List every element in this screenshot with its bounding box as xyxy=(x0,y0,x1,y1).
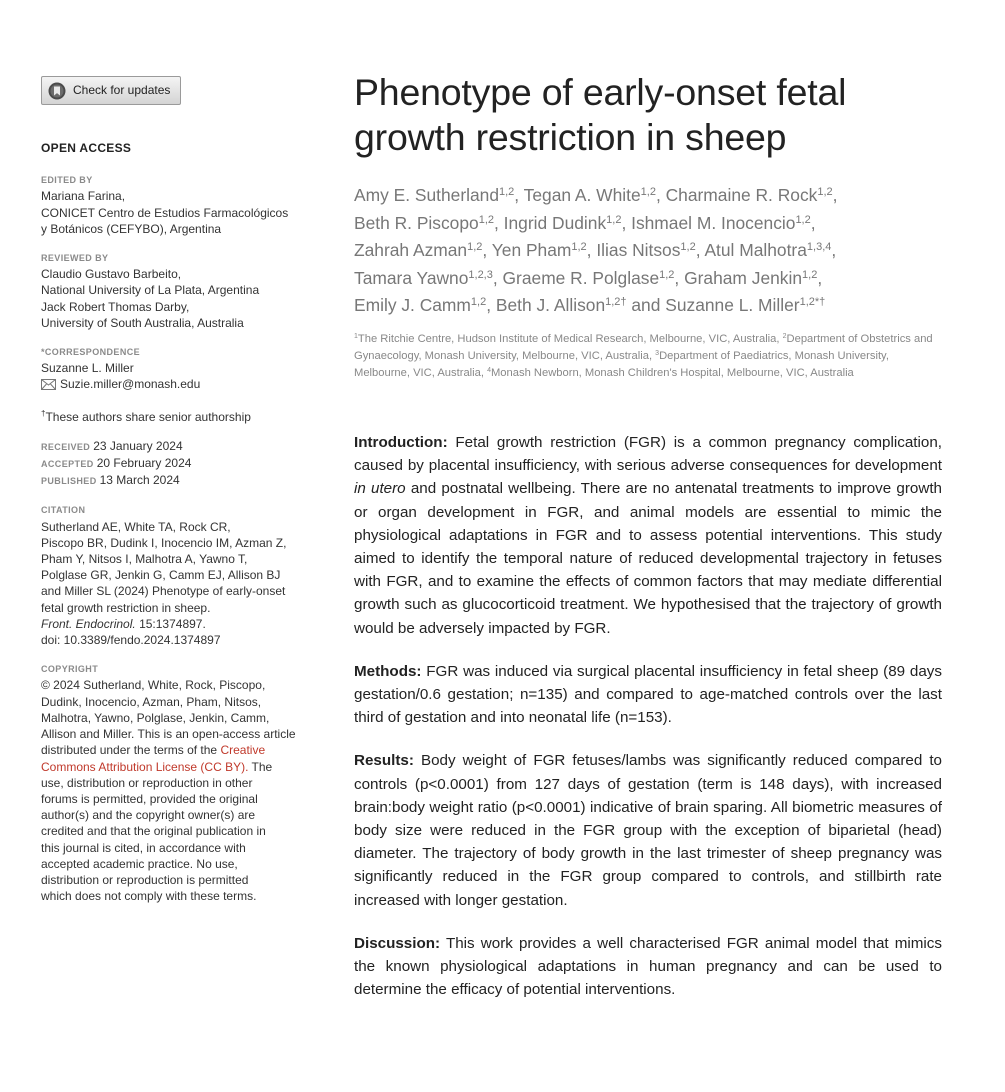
copyright-line: The xyxy=(248,759,273,774)
section-heading: Introduction: xyxy=(354,433,448,451)
copyright-line: distribution or reproduction is permitted xyxy=(41,872,249,887)
received-date: 23 January 2024 xyxy=(93,438,183,453)
author-affiliation-mark: 1,2,3 xyxy=(468,268,493,281)
copyright-line: this journal is cited, in accordance with xyxy=(41,840,246,855)
author-name[interactable]: Beth R. Piscopo xyxy=(354,212,479,233)
author-separator: , xyxy=(810,212,816,233)
copyright-line: use, distribution or reproduction in other xyxy=(41,775,253,790)
author-separator: , xyxy=(586,240,597,261)
author-name[interactable]: Charmaine R. Rock xyxy=(665,185,818,205)
affiliation-text: The Ritchie Centre, Hudson Institute of Medical Research, Melbourne, VIC, Australia, xyxy=(357,332,783,345)
author-name[interactable]: Ingrid Dudink xyxy=(503,212,607,233)
author-separator: , xyxy=(832,185,838,205)
author-name[interactable]: Atul Malhotra xyxy=(704,240,807,261)
abstract-introduction xyxy=(354,431,942,640)
reviewer-line: National University of La Plata, Argentina xyxy=(41,283,260,298)
affiliations xyxy=(354,331,942,382)
check-for-updates-label: Check for updates xyxy=(73,83,171,98)
author-affiliation-mark: 1,2 xyxy=(795,213,811,226)
author-name[interactable]: Tegan A. White xyxy=(523,185,641,205)
author-affiliation-mark: 1,2 xyxy=(817,186,833,198)
author-affiliation-mark: 1,2 xyxy=(640,186,656,198)
article-title-line: Phenotype of early-onset fetal xyxy=(354,71,847,113)
citation-doi[interactable]: doi: 10.3389/fendo.2024.1374897 xyxy=(41,633,221,648)
author-name[interactable]: Beth J. Allison xyxy=(495,295,606,316)
copyright-section xyxy=(41,661,316,904)
author-separator: , xyxy=(655,185,666,205)
abstract-text: Body weight of FGR fetuses/lambs was significantly reduced compared to controls (p<0.0001) from 127 days of gestation (term is 148 days), with increased brain:body weight ratio (p<0.0001) indicative of brain sparing. All biometric measures of body size were reduced in the FGR group with the exception of biparietal (head) diameter. The trajectory of body growth in the last trimester of sheep pregnancy was significantly reduced in the FGR group compared to controls, and stillbirth rate increased with longer gestation. xyxy=(354,752,942,909)
affiliation-text: Monash Newborn, Monash Children's Hospital, Melbourne, VIC, Australia xyxy=(490,366,854,379)
author-separator: , xyxy=(486,295,496,316)
affiliation-number: 1 xyxy=(354,332,358,340)
shared-authorship-note xyxy=(41,406,316,425)
correspondence-name: Suzanne L. Miller xyxy=(41,361,134,376)
abstract-text: FGR was induced via surgical placental insufficiency in fetal sheep (89 days gestation/0.6 gestation; n=135) and compared to age-matched controls over the last third of gestation and into neonatal life (n=153). xyxy=(354,662,942,727)
author-affiliation-mark: 1,2 xyxy=(499,186,515,198)
copyright-line: author(s) and the copyright owner(s) are xyxy=(41,808,256,823)
abstract-italic-term: in utero xyxy=(354,480,406,498)
author-name[interactable]: Emily J. Camm xyxy=(354,295,471,316)
author-name[interactable]: Graeme R. Polglase xyxy=(502,267,660,288)
author-affiliation-mark: 1,2† xyxy=(605,296,627,309)
citation-line: fetal growth restriction in sheep. xyxy=(41,600,211,615)
article-title xyxy=(354,70,942,160)
dagger-mark: † xyxy=(41,408,46,418)
article-info-sidebar xyxy=(41,76,316,904)
abstract xyxy=(354,431,942,1001)
citation-volume: 15:1374897. xyxy=(139,616,206,631)
citation-section xyxy=(41,502,316,648)
affiliation-text: Department of Obstetrics and Gynaecology, Monash University, Melbourne, VIC, Australia, xyxy=(354,332,933,362)
author-name[interactable]: Yen Pham xyxy=(491,240,572,261)
abstract-text: and postnatal wellbeing. There are no antenatal treatments to improve growth or organ development in FGR, and animal models are essential to mimic the physiological adaptations in FGR and to assess potential interventions. This study aimed to identify the temporal nature of reduced developmental trajectory in fetuses with FGR, and to examine the effects of common factors that may mediate differential growth such as glucocorticoid treatment. We hypothesised that the trajectory of growth would be adversely impacted by FGR. xyxy=(354,480,942,637)
accepted-date: 20 February 2024 xyxy=(96,456,192,471)
reviewer-line: Jack Robert Thomas Darby, xyxy=(41,299,190,314)
author-list xyxy=(354,182,942,320)
author-name[interactable]: Tamara Yawno xyxy=(354,267,469,288)
reviewer-line: University of South Australia, Australia xyxy=(41,315,244,330)
author-name[interactable]: Amy E. Sutherland xyxy=(354,185,499,205)
section-heading: Discussion: xyxy=(354,934,441,952)
abstract-discussion xyxy=(354,932,942,1002)
edited-by-label: EDITED BY xyxy=(41,175,93,186)
affiliation-number: 4 xyxy=(487,366,491,374)
section-heading: Methods: xyxy=(354,662,422,680)
author-affiliation-mark: 1,2 xyxy=(467,241,483,254)
reviewer-line: Claudio Gustavo Barbeito, xyxy=(41,267,182,282)
copyright-line: which does not comply with these terms. xyxy=(41,889,257,904)
author-separator: , xyxy=(621,212,632,233)
abstract-methods xyxy=(354,660,942,730)
correspondence-label: *CORRESPONDENCE xyxy=(41,347,141,358)
author-separator: , xyxy=(817,267,823,288)
shared-authorship-text: These authors share senior authorship xyxy=(45,409,251,424)
article-title-line: growth restriction in sheep xyxy=(354,116,787,158)
abstract-text: This work provides a well characterised FGR animal model that mimics the known physiological adaptations in human pregnancy and can be used to determine the efficacy of potential interventions. xyxy=(354,934,942,999)
copyright-line: credited and that the original publication in xyxy=(41,824,266,839)
abstract-text: Fetal growth restriction (FGR) is a common pregnancy complication, caused by placental insufficiency, with serious adverse consequences for development xyxy=(354,433,942,475)
author-separator: , xyxy=(831,240,837,261)
published-label: PUBLISHED xyxy=(41,476,97,487)
citation-journal: Front. Endocrinol. xyxy=(41,616,136,631)
author-name[interactable]: Graham Jenkin xyxy=(684,267,803,288)
author-affiliation-mark: 1,2 xyxy=(470,296,487,309)
article-main xyxy=(354,70,942,1021)
published-date: 13 March 2024 xyxy=(99,473,180,488)
bookmark-update-icon xyxy=(48,82,66,100)
copyright-line: © 2024 Sutherland, White, Rock, Piscopo, xyxy=(41,678,266,693)
envelope-icon xyxy=(41,379,56,390)
citation-label: CITATION xyxy=(41,505,86,516)
citation-line: Pham Y, Nitsos I, Malhotra A, Yawno T, xyxy=(41,552,248,567)
author-name[interactable]: Ishmael M. Inocencio xyxy=(631,212,796,233)
copyright-line: Malhotra, Yawno, Polglase, Jenkin, Camm, xyxy=(41,710,270,725)
copyright-line: Dudink, Inocencio, Azman, Pham, Nitsos, xyxy=(41,694,262,709)
open-access-label: OPEN ACCESS xyxy=(41,141,132,155)
author-separator: , xyxy=(492,267,503,288)
author-affiliation-mark: 1,2 xyxy=(680,241,696,254)
author-name[interactable]: Zahrah Azman xyxy=(354,240,468,261)
copyright-line: distributed under the terms of the xyxy=(41,743,221,758)
citation-line: and Miller SL (2024) Phenotype of early-onset xyxy=(41,584,286,599)
copyright-line: accepted academic practice. No use, xyxy=(41,856,238,871)
affiliation-text: Department of Paediatrics, Monash University, Melbourne, VIC, Australia, xyxy=(354,349,889,379)
author-affiliation-mark: 1,2 xyxy=(802,268,818,281)
dates-section xyxy=(41,438,316,490)
author-affiliation-mark: 1,2 xyxy=(606,213,622,226)
citation-line: Polglase GR, Jenkin G, Camm EJ, Allison BJ xyxy=(41,568,281,583)
correspondence-section xyxy=(41,344,316,393)
author-affiliation-mark: 1,2 xyxy=(659,268,675,281)
correspondence-email-row xyxy=(41,376,316,392)
author-separator: , xyxy=(514,185,524,205)
citation-line: Piscopo BR, Dudink I, Inocencio IM, Azman Z, xyxy=(41,535,287,550)
affiliation-number: 3 xyxy=(655,349,660,357)
correspondence-email-link[interactable]: Suzie.miller@monash.edu xyxy=(60,377,201,392)
cc-license-link[interactable]: Creative xyxy=(220,743,266,758)
edited-by-section xyxy=(41,172,316,237)
editor-line: Mariana Farina, xyxy=(41,189,126,204)
copyright-line: Allison and Miller. This is an open-access article xyxy=(41,727,296,742)
author-separator: , xyxy=(494,212,504,233)
author-separator: and xyxy=(626,295,666,316)
reviewed-by-section xyxy=(41,250,316,331)
editor-line: CONICET Centro de Estudios Farmacológicos xyxy=(41,205,289,220)
copyright-line: forums is permitted, provided the original xyxy=(41,791,258,806)
author-name[interactable]: Ilias Nitsos xyxy=(596,240,681,261)
reviewed-by-label: REVIEWED BY xyxy=(41,253,109,264)
author-name[interactable]: Suzanne L. Miller xyxy=(665,295,800,316)
author-affiliation-mark: 1,2*† xyxy=(799,296,826,309)
cc-license-link[interactable]: Commons Attribution License (CC BY). xyxy=(41,759,249,774)
copyright-label: COPYRIGHT xyxy=(41,664,99,675)
accepted-label: ACCEPTED xyxy=(41,459,94,470)
editor-line: y Botánicos (CEFYBO), Argentina xyxy=(41,221,222,236)
citation-line: Sutherland AE, White TA, Rock CR, xyxy=(41,519,231,534)
abstract-results xyxy=(354,749,942,911)
author-separator: , xyxy=(674,267,685,288)
received-label: RECEIVED xyxy=(41,441,91,452)
author-affiliation-mark: 1,2 xyxy=(571,241,587,254)
author-affiliation-mark: 1,2 xyxy=(478,213,494,226)
section-heading: Results: xyxy=(354,752,414,770)
check-for-updates-button[interactable] xyxy=(41,76,181,105)
author-separator: , xyxy=(482,240,492,261)
author-separator: , xyxy=(695,240,705,261)
author-affiliation-mark: 1,3,4 xyxy=(806,241,832,254)
affiliation-number: 2 xyxy=(782,332,787,340)
